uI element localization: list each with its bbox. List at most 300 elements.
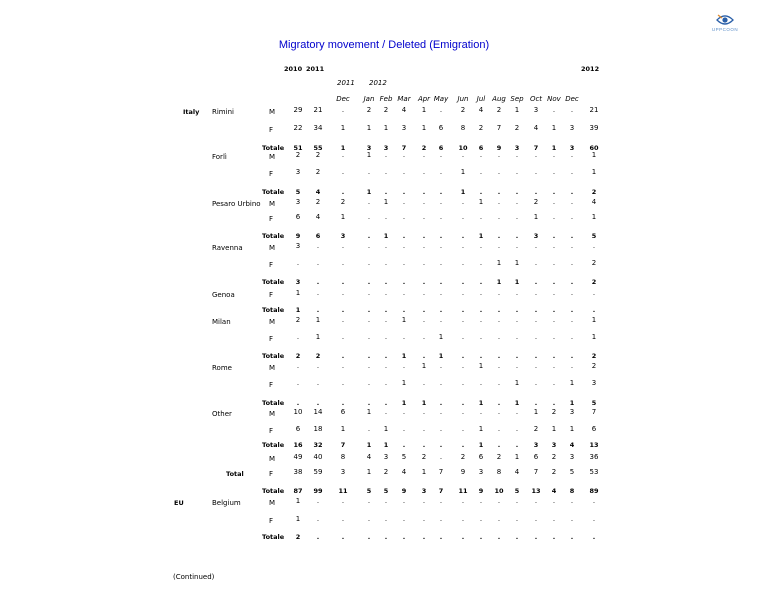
- table-cell: 1: [514, 106, 520, 114]
- table-cell: .: [422, 289, 426, 297]
- table-cell: .: [402, 362, 406, 370]
- table-cell: .: [552, 497, 556, 505]
- row-type-label: Totale: [262, 399, 285, 407]
- row-type-label: M: [269, 364, 276, 372]
- table-cell: .: [422, 242, 426, 250]
- table-cell: .: [316, 533, 320, 541]
- table-cell: 1: [591, 168, 597, 176]
- row-type-label: Totale: [262, 278, 285, 286]
- month-header: Oct: [529, 95, 543, 103]
- table-cell: .: [422, 151, 426, 159]
- table-cell: 1: [315, 316, 321, 324]
- table-cell: 3: [569, 453, 575, 461]
- table-cell: 2: [340, 198, 346, 206]
- row-type-label: F: [269, 470, 274, 478]
- table-cell: .: [402, 232, 406, 240]
- table-cell: .: [439, 198, 443, 206]
- table-cell: .: [552, 515, 556, 523]
- table-cell: 1: [340, 425, 346, 433]
- table-cell: 7: [438, 468, 444, 476]
- table-cell: 3: [366, 144, 372, 152]
- table-cell: .: [479, 408, 483, 416]
- table-cell: 2: [591, 188, 597, 196]
- row-type-label: F: [269, 291, 274, 299]
- table-cell: .: [341, 151, 345, 159]
- row-type-label: Totale: [262, 188, 285, 196]
- table-cell: .: [552, 232, 556, 240]
- table-cell: 6: [340, 408, 346, 416]
- table-cell: 53: [589, 468, 599, 476]
- continued-note: (Continued): [173, 573, 215, 581]
- table-cell: .: [570, 362, 574, 370]
- table-cell: 3: [295, 278, 301, 286]
- table-cell: 49: [293, 453, 303, 461]
- table-cell: .: [515, 425, 519, 433]
- table-cell: .: [367, 379, 371, 387]
- table-cell: .: [402, 515, 406, 523]
- month-header: Nov: [547, 95, 561, 103]
- table-cell: 13: [589, 441, 599, 449]
- month-header: Dec: [336, 95, 350, 103]
- table-cell: .: [422, 441, 426, 449]
- table-cell: .: [384, 399, 388, 407]
- table-cell: .: [552, 306, 556, 314]
- table-cell: .: [534, 259, 538, 267]
- row-type-label: F: [269, 517, 274, 525]
- table-cell: .: [439, 151, 443, 159]
- table-cell: .: [534, 333, 538, 341]
- table-cell: 3: [591, 379, 597, 387]
- country-label: EU: [174, 499, 184, 507]
- table-cell: .: [341, 333, 345, 341]
- month-header: Jun: [457, 95, 469, 103]
- table-cell: .: [515, 441, 519, 449]
- table-cell: .: [367, 278, 371, 286]
- table-cell: .: [497, 198, 501, 206]
- table-cell: 59: [313, 468, 323, 476]
- table-cell: .: [534, 352, 538, 360]
- table-cell: .: [384, 213, 388, 221]
- table-cell: .: [422, 278, 426, 286]
- table-cell: .: [402, 533, 406, 541]
- table-cell: .: [515, 408, 519, 416]
- table-cell: .: [341, 188, 345, 196]
- table-cell: 1: [295, 497, 301, 505]
- table-cell: 3: [340, 468, 346, 476]
- table-cell: 2: [421, 144, 427, 152]
- table-cell: .: [402, 198, 406, 206]
- place-label: Belgium: [212, 499, 241, 507]
- table-cell: .: [552, 278, 556, 286]
- table-cell: 2: [591, 352, 597, 360]
- table-cell: .: [439, 232, 443, 240]
- table-cell: .: [592, 515, 596, 523]
- table-cell: 2: [295, 533, 301, 541]
- table-cell: .: [552, 289, 556, 297]
- table-cell: 9: [295, 232, 301, 240]
- table-cell: .: [479, 352, 483, 360]
- table-cell: .: [497, 188, 501, 196]
- table-cell: .: [570, 188, 574, 196]
- table-cell: .: [497, 151, 501, 159]
- table-cell: .: [439, 168, 443, 176]
- table-cell: 2: [366, 106, 372, 114]
- month-header: Jan: [363, 95, 375, 103]
- table-cell: 1: [514, 399, 520, 407]
- table-cell: 1: [421, 468, 427, 476]
- table-cell: .: [552, 399, 556, 407]
- table-cell: .: [341, 533, 345, 541]
- table-cell: 1: [295, 306, 301, 314]
- table-cell: 1: [383, 232, 389, 240]
- table-cell: 5: [591, 232, 597, 240]
- table-cell: 1: [295, 289, 301, 297]
- table-cell: .: [384, 408, 388, 416]
- table-cell: .: [515, 533, 519, 541]
- table-cell: .: [402, 278, 406, 286]
- table-cell: .: [570, 289, 574, 297]
- table-cell: 6: [478, 144, 484, 152]
- table-cell: 2: [315, 198, 321, 206]
- table-cell: .: [316, 242, 320, 250]
- month-header: Apr: [417, 95, 431, 103]
- table-cell: .: [515, 242, 519, 250]
- table-cell: 3: [401, 124, 407, 132]
- table-cell: 9: [460, 468, 466, 476]
- table-cell: .: [422, 352, 426, 360]
- page-title: Migratory movement / Deleted (Emigration): [278, 39, 490, 51]
- table-cell: .: [367, 497, 371, 505]
- table-cell: .: [367, 289, 371, 297]
- table-cell: .: [534, 362, 538, 370]
- table-cell: .: [552, 379, 556, 387]
- table-cell: 4: [315, 188, 321, 196]
- table-cell: .: [552, 168, 556, 176]
- place-label: Ravenna: [212, 244, 243, 252]
- table-cell: 4: [514, 468, 520, 476]
- year-header: 2011: [306, 65, 325, 73]
- table-cell: .: [479, 213, 483, 221]
- table-cell: .: [570, 151, 574, 159]
- table-cell: 1: [533, 213, 539, 221]
- table-cell: .: [497, 333, 501, 341]
- table-cell: .: [402, 333, 406, 341]
- table-cell: 2: [421, 453, 427, 461]
- table-cell: .: [497, 242, 501, 250]
- table-cell: .: [570, 232, 574, 240]
- table-cell: 60: [589, 144, 599, 152]
- table-cell: .: [384, 259, 388, 267]
- table-cell: 3: [295, 168, 301, 176]
- table-cell: .: [402, 188, 406, 196]
- table-cell: 38: [293, 468, 303, 476]
- table-cell: 1: [383, 441, 389, 449]
- table-cell: 2: [460, 453, 466, 461]
- country-label: Italy: [183, 108, 200, 116]
- table-cell: .: [515, 362, 519, 370]
- table-cell: .: [479, 151, 483, 159]
- table-cell: .: [534, 289, 538, 297]
- table-cell: .: [592, 497, 596, 505]
- table-cell: .: [552, 213, 556, 221]
- table-cell: 1: [591, 333, 597, 341]
- table-cell: 1: [514, 453, 520, 461]
- table-cell: .: [439, 408, 443, 416]
- month-header: Sep: [510, 95, 524, 103]
- table-cell: 3: [478, 468, 484, 476]
- table-cell: 1: [478, 232, 484, 240]
- table-cell: 29: [293, 106, 303, 114]
- table-cell: .: [479, 515, 483, 523]
- table-cell: .: [296, 379, 300, 387]
- month-header: Feb: [379, 95, 393, 103]
- table-cell: .: [570, 168, 574, 176]
- table-cell: 7: [533, 468, 539, 476]
- table-cell: .: [479, 168, 483, 176]
- table-cell: .: [497, 232, 501, 240]
- table-cell: 1: [438, 333, 444, 341]
- row-type-label: M: [269, 455, 276, 463]
- table-cell: 4: [315, 213, 321, 221]
- table-cell: .: [592, 289, 596, 297]
- table-cell: .: [534, 515, 538, 523]
- table-cell: .: [316, 399, 320, 407]
- table-cell: .: [461, 362, 465, 370]
- table-cell: .: [515, 515, 519, 523]
- table-cell: 3: [569, 124, 575, 132]
- table-cell: 5: [295, 188, 301, 196]
- place-label: Other: [212, 410, 232, 418]
- table-cell: .: [384, 379, 388, 387]
- table-cell: .: [367, 399, 371, 407]
- table-cell: .: [316, 278, 320, 286]
- table-cell: .: [422, 533, 426, 541]
- table-cell: 1: [569, 425, 575, 433]
- table-cell: .: [570, 278, 574, 286]
- table-cell: .: [384, 497, 388, 505]
- table-cell: 1: [383, 425, 389, 433]
- table-cell: .: [479, 533, 483, 541]
- row-type-label: Totale: [262, 144, 285, 152]
- table-cell: 1: [591, 151, 597, 159]
- table-cell: 1: [551, 124, 557, 132]
- table-cell: .: [570, 259, 574, 267]
- row-type-label: Totale: [262, 487, 285, 495]
- table-cell: .: [341, 289, 345, 297]
- table-cell: .: [402, 213, 406, 221]
- table-cell: .: [422, 198, 426, 206]
- table-cell: 3: [533, 106, 539, 114]
- table-cell: .: [534, 306, 538, 314]
- table-cell: .: [422, 408, 426, 416]
- table-cell: 3: [514, 144, 520, 152]
- table-cell: 3: [551, 441, 557, 449]
- table-cell: .: [570, 515, 574, 523]
- row-type-label: F: [269, 126, 274, 134]
- table-cell: .: [552, 188, 556, 196]
- table-cell: .: [439, 106, 443, 114]
- table-cell: 10: [494, 487, 504, 495]
- table-cell: 22: [293, 124, 303, 132]
- table-cell: 1: [551, 144, 557, 152]
- table-cell: 8: [496, 468, 502, 476]
- row-type-label: Totale: [262, 232, 285, 240]
- table-cell: .: [439, 425, 443, 433]
- table-cell: .: [402, 168, 406, 176]
- table-cell: .: [367, 198, 371, 206]
- table-cell: .: [515, 232, 519, 240]
- table-cell: 3: [383, 453, 389, 461]
- table-cell: .: [534, 497, 538, 505]
- table-cell: .: [497, 533, 501, 541]
- table-cell: .: [367, 168, 371, 176]
- table-cell: .: [422, 213, 426, 221]
- table-cell: .: [497, 289, 501, 297]
- table-cell: 34: [313, 124, 323, 132]
- table-cell: 2: [315, 151, 321, 159]
- place-label: Total: [226, 470, 244, 478]
- logo: [705, 14, 745, 42]
- table-cell: .: [422, 497, 426, 505]
- table-cell: .: [422, 168, 426, 176]
- table-cell: .: [534, 151, 538, 159]
- table-cell: .: [534, 242, 538, 250]
- table-cell: .: [552, 106, 556, 114]
- row-type-label: F: [269, 261, 274, 269]
- table-cell: 1: [533, 408, 539, 416]
- table-cell: 3: [295, 242, 301, 250]
- table-cell: 1: [438, 352, 444, 360]
- table-cell: 3: [569, 144, 575, 152]
- table-cell: .: [515, 333, 519, 341]
- table-cell: .: [497, 425, 501, 433]
- year-header: 2010: [284, 65, 303, 73]
- table-cell: 2: [478, 124, 484, 132]
- table-cell: .: [402, 441, 406, 449]
- table-cell: .: [461, 306, 465, 314]
- table-cell: 1: [315, 333, 321, 341]
- table-cell: .: [479, 188, 483, 196]
- table-cell: .: [439, 362, 443, 370]
- table-cell: 1: [478, 425, 484, 433]
- table-cell: .: [592, 306, 596, 314]
- table-cell: 51: [293, 144, 303, 152]
- table-cell: .: [461, 425, 465, 433]
- table-cell: .: [367, 213, 371, 221]
- table-cell: 2: [551, 408, 557, 416]
- table-cell: 2: [551, 468, 557, 476]
- table-cell: 2: [295, 151, 301, 159]
- month-header: Mar: [397, 95, 411, 103]
- table-cell: .: [534, 399, 538, 407]
- table-cell: .: [479, 306, 483, 314]
- table-cell: .: [367, 232, 371, 240]
- table-cell: .: [515, 198, 519, 206]
- table-cell: .: [497, 441, 501, 449]
- table-cell: .: [570, 316, 574, 324]
- table-cell: .: [296, 362, 300, 370]
- table-cell: 1: [401, 399, 407, 407]
- table-cell: .: [384, 188, 388, 196]
- table-cell: 18: [313, 425, 323, 433]
- table-cell: .: [296, 259, 300, 267]
- table-cell: .: [534, 379, 538, 387]
- table-cell: .: [341, 379, 345, 387]
- table-cell: .: [461, 232, 465, 240]
- table-cell: .: [461, 408, 465, 416]
- table-cell: .: [384, 362, 388, 370]
- table-cell: .: [367, 425, 371, 433]
- place-label: Rome: [212, 364, 232, 372]
- table-cell: 2: [460, 106, 466, 114]
- table-cell: .: [461, 289, 465, 297]
- table-cell: .: [341, 515, 345, 523]
- table-cell: .: [534, 278, 538, 286]
- table-cell: 1: [460, 168, 466, 176]
- table-cell: 6: [591, 425, 597, 433]
- table-cell: 1: [591, 213, 597, 221]
- table-cell: 6: [295, 425, 301, 433]
- table-cell: .: [422, 316, 426, 324]
- table-cell: .: [592, 242, 596, 250]
- table-cell: .: [479, 379, 483, 387]
- table-cell: .: [461, 533, 465, 541]
- table-cell: .: [384, 242, 388, 250]
- table-cell: 2: [533, 198, 539, 206]
- table-cell: .: [439, 316, 443, 324]
- table-cell: .: [367, 515, 371, 523]
- table-cell: .: [461, 352, 465, 360]
- table-cell: .: [515, 213, 519, 221]
- table-cell: 2: [295, 352, 301, 360]
- table-cell: .: [316, 515, 320, 523]
- table-cell: .: [570, 352, 574, 360]
- table-cell: 6: [295, 213, 301, 221]
- table-cell: .: [479, 333, 483, 341]
- table-cell: .: [367, 316, 371, 324]
- table-cell: 2: [383, 468, 389, 476]
- table-cell: .: [570, 198, 574, 206]
- table-cell: .: [552, 198, 556, 206]
- sub-year-header: 2012: [369, 79, 387, 87]
- table-cell: .: [439, 399, 443, 407]
- row-type-label: M: [269, 200, 276, 208]
- table-cell: 2: [591, 362, 597, 370]
- table-cell: .: [497, 515, 501, 523]
- table-cell: 1: [496, 278, 502, 286]
- table-cell: .: [439, 533, 443, 541]
- table-cell: .: [552, 259, 556, 267]
- table-cell: 6: [438, 144, 444, 152]
- row-type-label: Totale: [262, 533, 285, 541]
- table-cell: 13: [531, 487, 541, 495]
- table-cell: .: [402, 497, 406, 505]
- row-type-label: F: [269, 170, 274, 178]
- table-cell: .: [570, 306, 574, 314]
- table-cell: 1: [366, 188, 372, 196]
- table-cell: .: [341, 306, 345, 314]
- table-cell: 1: [340, 213, 346, 221]
- table-cell: .: [384, 151, 388, 159]
- table-cell: 5: [514, 487, 520, 495]
- table-cell: .: [534, 168, 538, 176]
- table-cell: .: [479, 316, 483, 324]
- table-cell: .: [316, 289, 320, 297]
- table-cell: 6: [533, 453, 539, 461]
- table-cell: 2: [383, 106, 389, 114]
- row-type-label: M: [269, 318, 276, 326]
- table-cell: .: [570, 497, 574, 505]
